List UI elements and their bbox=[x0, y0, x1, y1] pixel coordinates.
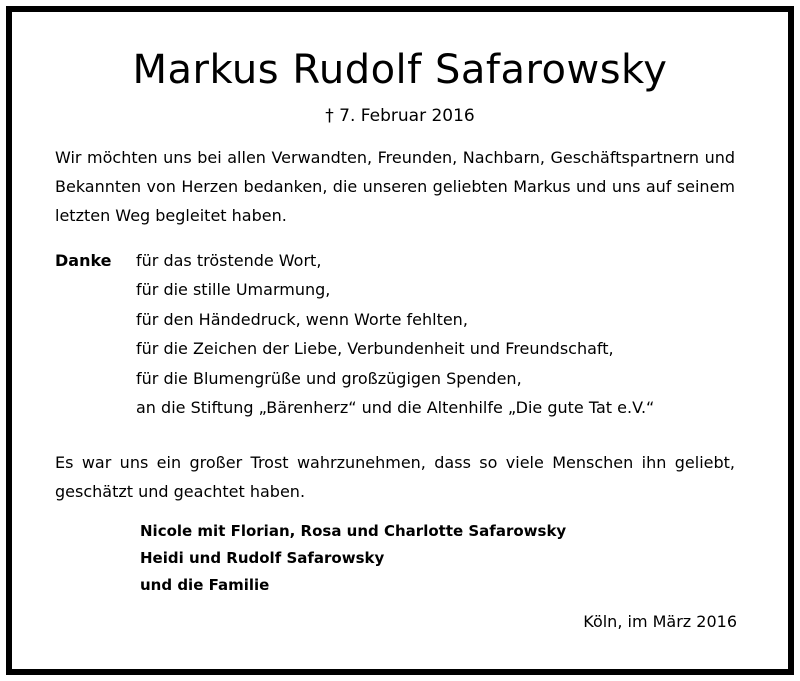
intro-paragraph: Wir möchten uns bei allen Verwandten, Freunden, Nachbarn, Geschäftspartnern und Bekannten von Herzen bedanken, die unseren geliebten Markus und uns auf seinem letzten Weg begleitet haben. bbox=[55, 148, 735, 225]
thanks-list bbox=[136, 246, 736, 422]
thanks-line: für das tröstende Wort, bbox=[136, 251, 322, 270]
signer-line: Heidi und Rudolf Safarowsky bbox=[140, 549, 385, 567]
thanks-line: für die stille Umarmung, bbox=[136, 280, 331, 300]
closing-paragraph: Es war uns ein großer Trost wahrzunehmen, dass so viele Menschen ihn geliebt, geschätzt und geachtet haben. bbox=[55, 453, 735, 501]
signer-line: Nicole mit Florian, Rosa und Charlotte Safarowsky bbox=[140, 522, 567, 540]
death-date: † 7. Februar 2016 bbox=[325, 106, 475, 126]
thanks-line: für die Blumengrüße und großzügigen Spenden, bbox=[136, 368, 522, 388]
thanks-line: an die Stiftung „Bärenherz“ und die Altenhilfe „Die gute Tat e.V.“ bbox=[136, 398, 655, 418]
thanks-line: für die Zeichen der Liebe, Verbundenheit und Freundschaft, bbox=[136, 339, 614, 359]
place-date: Köln, im März 2016 bbox=[583, 612, 737, 631]
deceased-name: Markus Rudolf Safarowsky bbox=[132, 47, 668, 93]
signers-list bbox=[140, 518, 566, 599]
signer-line: und die Familie bbox=[140, 576, 270, 594]
thanks-line: für den Händedruck, wenn Worte fehlten, bbox=[136, 309, 468, 329]
thanks-label: Danke bbox=[55, 251, 112, 270]
